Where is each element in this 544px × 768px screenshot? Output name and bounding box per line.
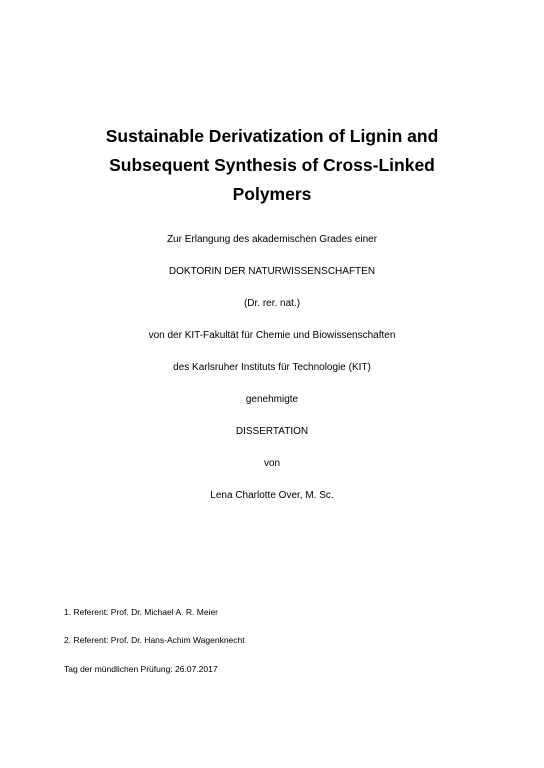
by-line: von xyxy=(263,458,281,469)
author-name: Lena Charlotte Over, M. Sc. xyxy=(210,490,334,501)
document-type: DISSERTATION xyxy=(235,426,309,437)
second-referent: 2. Referent: Prof. Dr. Hans-Achim Wagenknecht xyxy=(64,635,245,645)
degree-intro: Zur Erlangung des akademischen Grades einer xyxy=(166,234,378,245)
first-referent: 1. Referent: Prof. Dr. Michael A. R. Meier xyxy=(64,607,219,617)
degree-name: DOKTORIN DER NATURWISSENSCHAFTEN xyxy=(168,266,376,277)
oral-exam-date: Tag der mündlichen Prüfung: 26.07.2017 xyxy=(64,664,218,674)
document-title xyxy=(60,122,484,209)
title-line-1: Sustainable Derivatization of Lignin and xyxy=(105,126,439,146)
title-line-3: Polymers xyxy=(232,184,312,204)
degree-abbreviation: (Dr. rer. nat.) xyxy=(243,298,301,309)
approved-line: genehmigte xyxy=(245,394,299,405)
institute-line: des Karlsruher Instituts für Technologie (KIT) xyxy=(173,362,371,373)
title-line-2: Subsequent Synthesis of Cross-Linked xyxy=(109,155,435,175)
faculty-line: von der KIT-Fakultät für Chemie und Biowissenschaften xyxy=(148,330,396,341)
